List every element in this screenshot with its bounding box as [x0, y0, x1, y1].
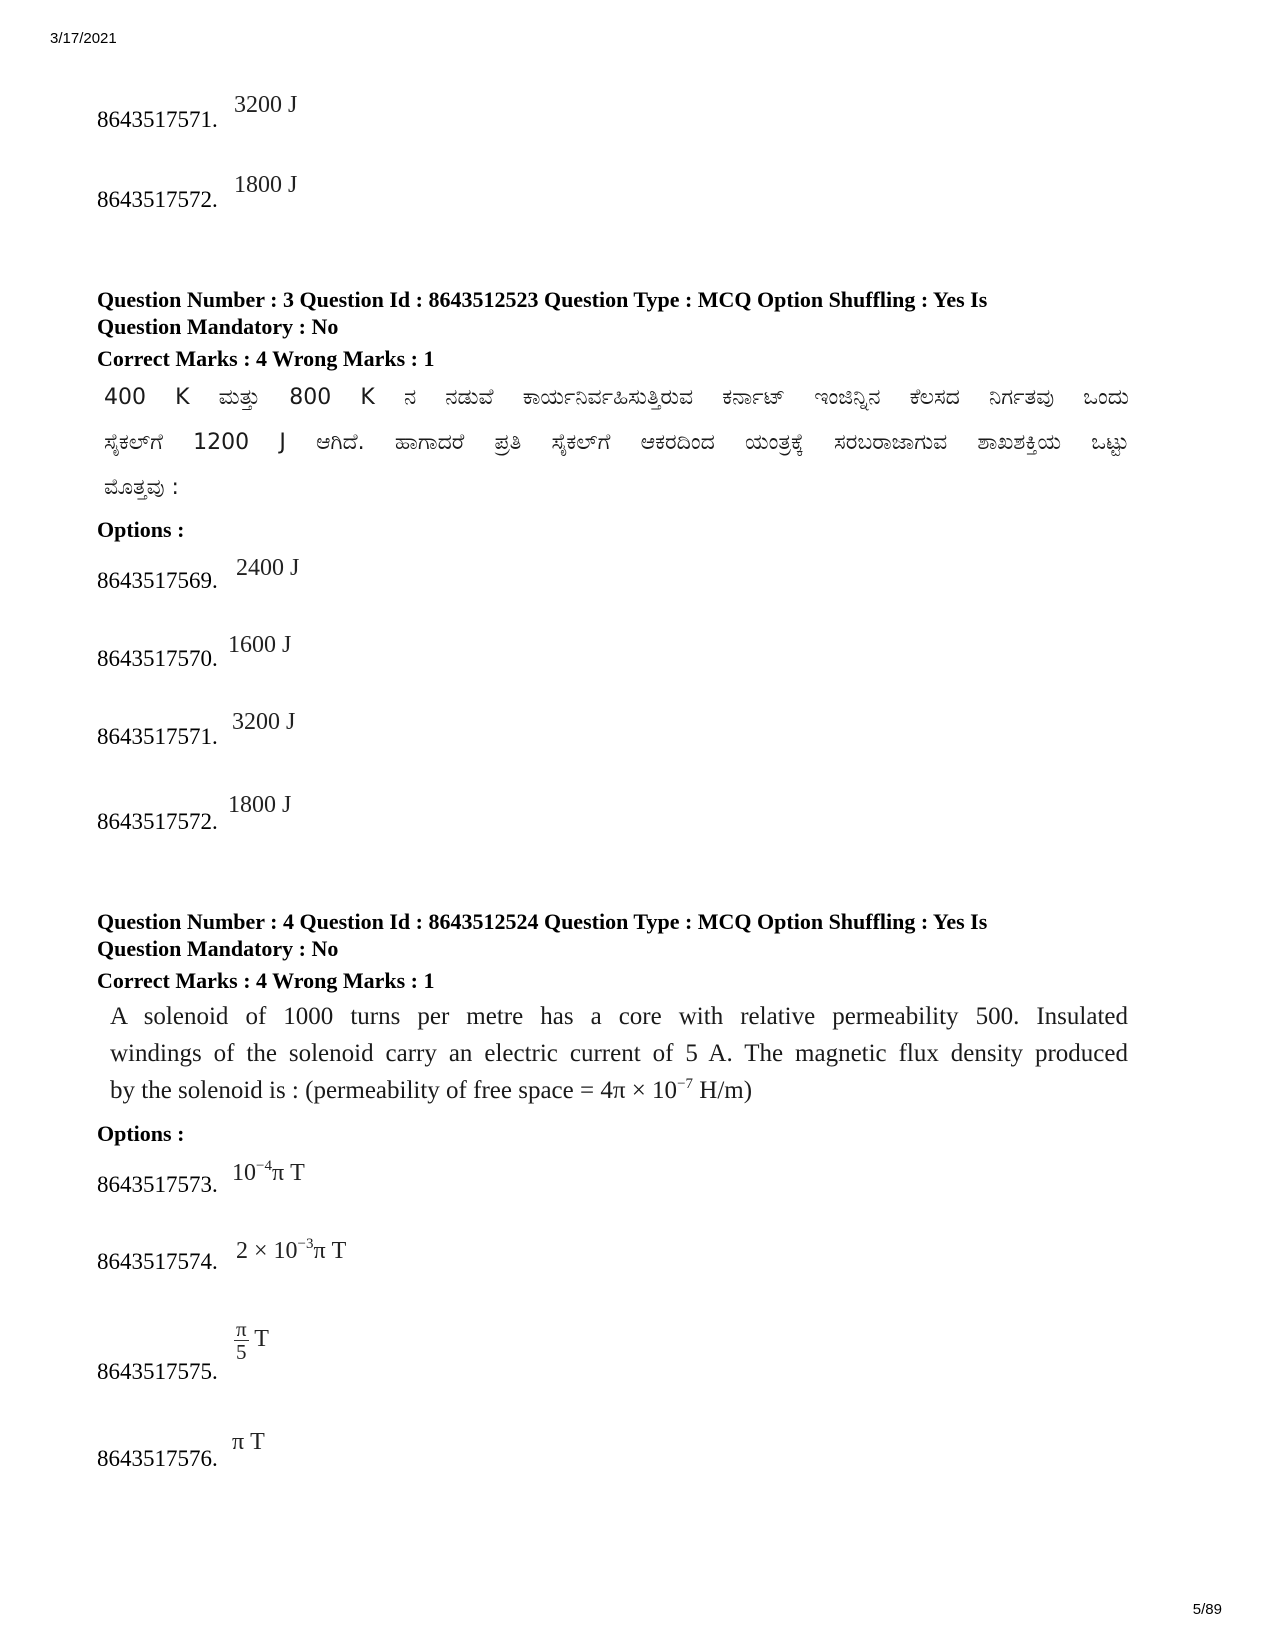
print-date: 3/17/2021 [50, 30, 117, 47]
option-value [232, 1160, 305, 1187]
question-3-header-line1: Question Number : 3 Question Id : 8643512523 Question Type : MCQ Option Shuffling : Yes Is [97, 287, 988, 312]
fraction-denominator: 5 [236, 1340, 247, 1364]
fraction [234, 1318, 249, 1363]
option-value: 3200 J [234, 92, 298, 118]
option-tail: T [254, 1326, 269, 1353]
option-id: 8643517570. [97, 646, 218, 671]
option-id: 8643517575. [97, 1359, 218, 1384]
fraction-numerator: π [236, 1317, 247, 1341]
question-4-text-line3-unit: H/m) [693, 1077, 753, 1104]
option-value: 3200 J [232, 709, 296, 735]
page-number: 5/89 [1192, 1601, 1222, 1618]
question-4-text-line3-main: by the solenoid is : (permeability of free space = 4π × 10 [110, 1077, 678, 1104]
question-3-marks: Correct Marks : 4 Wrong Marks : 1 [97, 346, 435, 371]
option-tail: π T [271, 1160, 305, 1186]
option-value: 1600 J [228, 632, 292, 658]
question-4-options-label: Options : [97, 1121, 185, 1146]
exponent: −4 [256, 1158, 272, 1174]
exponent: −3 [297, 1236, 314, 1252]
option-id: 8643517574. [97, 1249, 218, 1274]
question-3-header-line2: Question Mandatory : No [97, 314, 339, 339]
option-id: 8643517569. [97, 568, 218, 593]
option-id: 8643517576. [97, 1446, 218, 1471]
option-base: 2 × 10 [236, 1238, 298, 1264]
option-value [236, 1238, 346, 1265]
question-3-options-label: Options : [97, 517, 185, 542]
option-value: 1800 J [228, 792, 292, 818]
option-id: 8643517571. [97, 107, 218, 132]
option-value [234, 1318, 269, 1363]
question-4-header-line2: Question Mandatory : No [97, 936, 339, 961]
option-id: 8643517572. [97, 187, 218, 212]
option-id: 8643517572. [97, 809, 218, 834]
option-tail: π T [313, 1238, 347, 1264]
question-4-header-line1: Question Number : 4 Question Id : 8643512524 Question Type : MCQ Option Shuffling : Yes Is [97, 909, 988, 934]
option-value: 2400 J [236, 555, 300, 581]
question-3-text-line2: ಸೈಕಲ್‌ಗೆ 1200 J ಆಗಿದೆ. ಹಾಗಾದರೆ ಪ್ರತಿ ಸೈಕಲ್‌ಗೆ ಆಕರದಿಂದ ಯಂತ್ರಕ್ಕೆ ಸರಬರಾಜಾಗುವ ಶಾಖಶಕ್ತಿಯ ಒಟ್ಟು [104, 430, 1129, 455]
question-4-text-line3 [110, 1077, 752, 1105]
option-base: 10 [232, 1160, 256, 1186]
exponent: −7 [677, 1076, 694, 1092]
option-value: 1800 J [234, 172, 298, 198]
question-4-text-line1: A solenoid of 1000 turns per metre has a core with relative permeability 500. Insulated [110, 1003, 1128, 1030]
option-value: π T [232, 1429, 265, 1455]
question-3-text-line1: 400 K ಮತ್ತು 800 K ನ ನಡುವೆ ಕಾರ್ಯನಿರ್ವಹಿಸುತ್ತಿರುವ ಕರ್ನಾಟ್ ಇಂಜಿನ್ನಿನ ಕೆಲಸದ ನಿರ್ಗತವು ಒಂದು [104, 385, 1129, 410]
question-4-text-line2: windings of the solenoid carry an electric current of 5 A. The magnetic flux density produced [110, 1040, 1128, 1067]
option-id: 8643517573. [97, 1172, 218, 1197]
question-3-text-line3: ಮೊತ್ತವು : [104, 475, 179, 500]
option-id: 8643517571. [97, 724, 218, 749]
question-4-marks: Correct Marks : 4 Wrong Marks : 1 [97, 968, 435, 993]
